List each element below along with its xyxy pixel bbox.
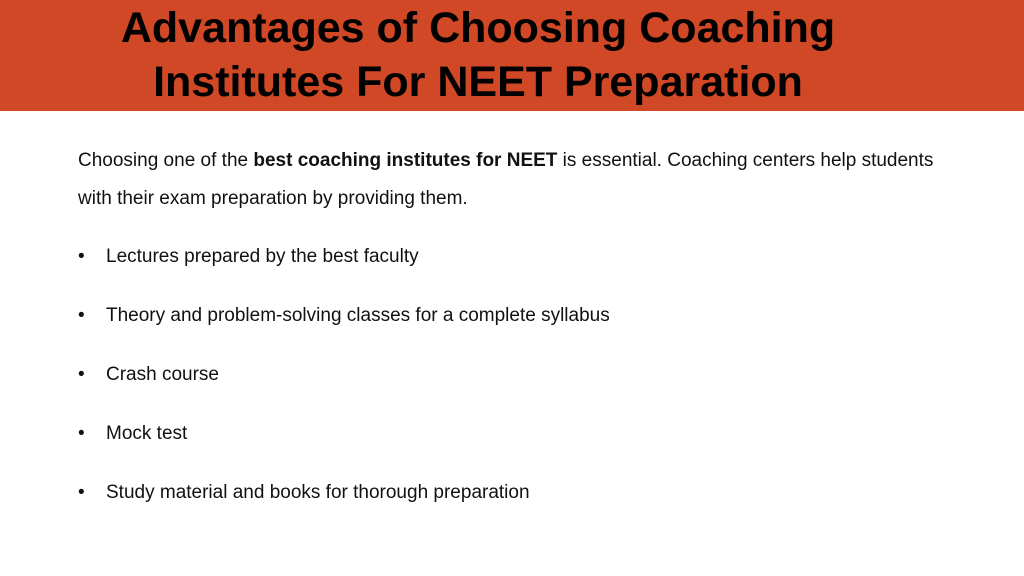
slide-body (78, 142, 938, 532)
list-item-text: Mock test (106, 423, 188, 444)
intro-paragraph (78, 142, 938, 218)
title-line-2: Institutes For NEET Preparation (153, 58, 803, 106)
intro-tail: is essential. Coaching centers help students with their exam preparation by providing them. (78, 150, 934, 209)
list-item (78, 237, 938, 296)
list-item (78, 414, 938, 473)
list-item (78, 473, 938, 532)
bullet-icon: • (78, 423, 85, 444)
bullet-icon: • (78, 482, 85, 503)
bullet-icon: • (78, 246, 85, 267)
list-item (78, 296, 938, 355)
title-banner (0, 0, 1024, 111)
intro-bold-phrase: best coaching institutes for NEET (253, 150, 558, 171)
intro-lead: Choosing one of the (78, 150, 254, 171)
bullet-list (78, 237, 938, 532)
list-item (78, 355, 938, 414)
page-title (0, 0, 956, 109)
bullet-icon: • (78, 364, 85, 385)
title-line-1: Advantages of Choosing Coaching (120, 4, 836, 52)
list-item-text: Study material and books for thorough preparation (106, 482, 530, 503)
list-item-text: Crash course (106, 364, 219, 385)
bullet-icon: • (78, 305, 85, 326)
list-item-text: Theory and problem-solving classes for a complete syllabus (106, 305, 610, 326)
list-item-text: Lectures prepared by the best faculty (106, 246, 419, 267)
